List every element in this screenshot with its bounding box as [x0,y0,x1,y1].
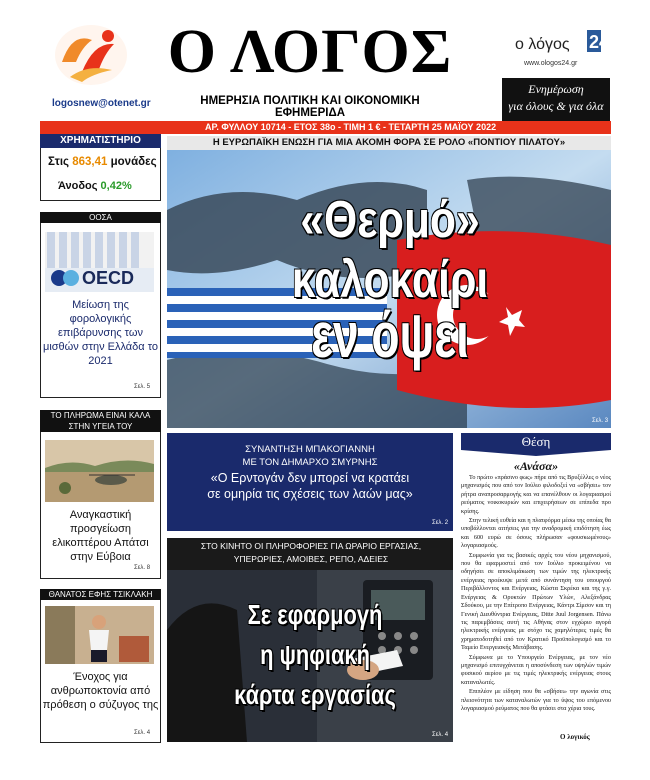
stock-suffix: μονάδες [110,156,157,168]
editorial-paragraph: Στην τελική ευθεία και η πλατφόρμα μέσω της οποίας θα υποβάλλονται αιτήσεις για την αναδρομική επιδότηση έως και 600 ευρώ σε όσους πλήρωσαν «φουσκωμένους» λογαριασμούς. [461,517,611,550]
newspaper-subtitle: ΗΜΕΡΗΣΙΑ ΠΟΛΙΤΙΚΗ ΚΑΙ ΟΙΚΟΝΟΜΙΚΗ ΕΦΗΜΕΡΙΔΑ [200,95,420,119]
page-ref-oecd: Σελ. 5 [134,384,151,390]
helicopter-photo [45,440,154,502]
page-ref-tsiklaki: Σελ. 4 [134,730,151,736]
sidebar-header-tsiklaki: ΘΑΝΑΤΟΣ ΕΦΗΣ ΤΣΙΚΛΑΚΗ [40,589,161,600]
sister-site-tagline [502,78,610,121]
editorial-paragraph: Συμφωνία για τις βασικές αρχές του νέου μηχανισμού, που θα εφαρμοστεί από τον Ιούλιο προκειμένου να οδηγήσει σε αποκλιμάκωση των τιμών της ηλεκτρικής ενέργειας προέκυψε μετά από συνάντηση του υπουργού Περιβάλλοντος και Ενέργειας, Κώστα Σκρέκα και της γ.γ. Ενέργειας & Ορυκτών Πρώτων Υλών, Αλεξάνδρας Σδούκου, με την Επίτροπο Ενέργειας, Κάντρι Σίμσον και τη Γενική Διευθύντρια Ενέργειας, Ditte Juul Jorgensen. Πάνω τις παρεμβάσεις αυτή τις Αθήνας στον εγχώριο αγορά ηλεκτρικής ενέργειας με στόχο τις χαμηλότερες τιμές θα χρηματοδοτηθεί από τον Κρατικό Προϋπολογισμό και το Ταμείο Ενεργειακής Μετάβασης. [461,551,611,652]
stock-change-label: Άνοδος [58,180,98,192]
sidebar-text-helicopter: Αναγκαστική προσγείωση ελικοπτέρου Απάτσι στην Εύβοια [52,509,149,563]
page-ref-helicopter: Σελ. 8 [134,565,151,571]
work-headline-1: Σε εφαρμογή [247,599,383,630]
lead-banner: Η ΕΥΡΩΠΑΪΚΗ ΕΝΩΣΗ ΓΙΑ ΜΙΑ ΑΚΟΜΗ ΦΟΡΑ ΣΕ ΡΟΛΟ «ΠΟΝΤΙΟΥ ΠΙΛΑΤΟΥ» [167,136,611,150]
contact-email[interactable]: logosnew@otenet.gr [52,98,151,109]
page-ref-meeting: Σελ. 2 [432,520,449,526]
stock-change [58,180,132,192]
svg-text:24: 24 [589,32,610,52]
page-ref-lead: Σελ. 3 [592,418,609,424]
stock-prefix: Στις [48,156,70,168]
meeting-kicker-1: ΣΥΝΑΝΤΗΣΗ ΜΠΑΚΟΓΙΑΝΝΗ [245,444,375,455]
meeting-quote-2: σε ομηρία τις σχέσεις των λαών μας» [207,487,413,501]
newspaper-title: Ο ΛΟΓΟΣ [167,18,453,86]
lead-headline-1: «Θερμό» καλοκαίρι [291,191,489,309]
sidebar-text-oecd: Μείωση της φορολογικής επιβάρυνσης των μισθών στην Ελλάδα το 2021 [42,299,159,367]
stock-change-value: 0,42% [100,180,132,192]
work-headline-2: η ψηφιακή κάρτα εργασίας [234,639,396,710]
oecd-logo-text: OECD [82,268,135,288]
meeting-quote-1: «Ο Ερντογάν δεν μπορεί να κρατάει [210,471,410,485]
lead-headline-2: εν όψει [311,299,469,371]
work-kicker-1: ΣΤΟ ΚΙΝΗΤΟ ΟΙ ΠΛΗΡΟΦΟΡΙΕΣ ΓΙΑ ΩΡΑΡΙΟ ΕΡΓΑΣΙΑΣ, [200,541,422,551]
work-kicker-2: ΥΠΕΡΩΡΙΕΣ, ΑΜΟΙΒΕΣ, ΡΕΠΟ, ΑΔΕΙΕΣ [233,554,389,564]
editorial-title: «Ανάσα» [513,459,559,473]
work-card-kicker [173,540,449,566]
sister-site-name: ο λόγος [515,36,570,53]
sidebar-header-oecd: ΟΟΣΑ [40,212,161,223]
editorial-signature: Ο λογικός [560,733,590,741]
editorial-paragraph: Το πρώτο «πράσινο φως» πήρε από τις Βρυξέλλες ο νέος μηχανισμός που από τον Ιούλιο φιλοδοξεί να «σβήσει» τον ρήτρα αναπροσαρμογής και να επανέλθουν οι λογαριασμοί ρεύματος νοικοκυριών και επιχειρήσεων σε επίπεδα προ κρίσης. [461,474,611,515]
stock-market-header: ΧΡΗΜΑΤΙΣΤΗΡΙΟ [40,134,161,148]
sidebar-text-tsiklaki: Ένοχος για ανθρωποκτονία από πρόθεση ο σύζυγος της [42,671,159,711]
tagline-line-1: Ενημέρωση [528,82,584,96]
editorial-paragraph: Επιπλέον με είδηση που θα «σβήσει» την αγωνία στις πλειονότητα των καταναλωτών για το ύψος του επόμενου λογαριασμού ρεύματος που θα φτάσει στα χέρια τους. [461,688,611,712]
meeting-kicker-2: ΜΕ ΤΟΝ ΔΗΜΑΡΧΟ ΣΜΥΡΝΗΣ [242,457,378,468]
editorial-header-pointer [461,450,611,456]
sister-site-url[interactable]: www.ologos24.gr [524,60,578,67]
stock-value: 863,41 [72,156,108,168]
issue-info: ΑΡ. ΦΥΛΛΟΥ 10714 - ΕΤΟΣ 38ο - ΤΙΜΗ 1 € - ΤΕΤΑΡΤΗ 25 ΜΑΪΟΥ 2022 [205,122,497,132]
editorial-header: Θέση [461,433,611,450]
meeting-kicker [167,443,453,469]
sidebar-header-helicopter: ΤΟ ΠΛΗΡΩΜΑ ΕΙΝΑΙ ΚΑΛΑ ΣΤΗΝ ΥΓΕΙΑ ΤΟΥ [40,410,161,432]
meeting-quote [167,470,453,502]
newspaper-logo-emblem [52,22,130,88]
editorial-paragraph: Σύμφωνα με το Υπουργείο Ενέργειας, με τον νέο μηχανισμό επιτυγχάνεται η αποσύνδεση των υψηλών τιμών φυσικού αερίου με τις τιμές ηλεκτρικής ενέργειας στους καταναλωτές. [461,653,611,686]
page-ref-work: Σελ. 4 [432,732,449,738]
woman-photo [45,606,154,664]
work-card-headline [229,595,401,715]
tagline-line-2: για όλους & για όλα [508,99,604,113]
stock-index [48,156,157,168]
editorial-body [461,474,611,714]
